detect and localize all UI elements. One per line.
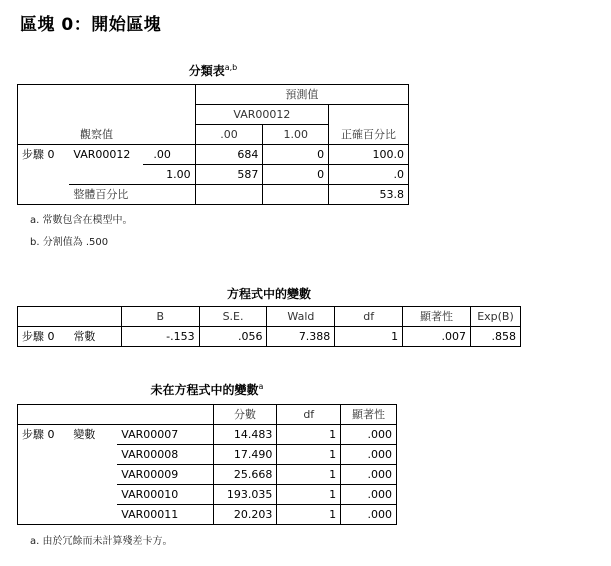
in-eq-value-se: .056 bbox=[199, 327, 267, 347]
row1-pct: 100.0 bbox=[329, 145, 409, 165]
not-in-eq-row-df: 1 bbox=[277, 445, 341, 465]
not-in-equation-table bbox=[17, 404, 397, 525]
empty-cell bbox=[69, 485, 117, 505]
not-in-eq-row-score: 193.035 bbox=[213, 485, 277, 505]
in-eq-header-sig: 顯著性 bbox=[403, 307, 471, 327]
in-eq-value-b: -.153 bbox=[121, 327, 199, 347]
classification-table-title bbox=[17, 62, 409, 79]
row-var-name: VAR00012 bbox=[73, 148, 131, 162]
not-in-eq-row-name: VAR00011 bbox=[117, 505, 213, 525]
empty-cell bbox=[69, 505, 117, 525]
in-eq-header-df: df bbox=[335, 307, 403, 327]
empty-cell bbox=[263, 185, 329, 205]
row2-category: 1.00 bbox=[143, 165, 195, 185]
not-in-eq-row-df: 1 bbox=[277, 505, 341, 525]
not-in-eq-row-sig: .000 bbox=[341, 425, 397, 445]
in-equation-table-title: 方程式中的變數 bbox=[226, 287, 311, 301]
not-in-equation-table-title bbox=[17, 381, 397, 398]
empty-cell bbox=[69, 445, 117, 465]
not-in-eq-row-score: 17.490 bbox=[213, 445, 277, 465]
classification-footnote-a: a. 常數包含在模型中。 bbox=[30, 215, 133, 226]
not-in-eq-row-sig: .000 bbox=[341, 445, 397, 465]
not-in-equation-footnote-a: a. 由於冗餘而未計算殘差卡方。 bbox=[30, 536, 173, 547]
not-in-eq-row-score: 25.668 bbox=[213, 465, 277, 485]
in-eq-value-expb: .858 bbox=[491, 330, 516, 343]
pct-header: 正確百分比 bbox=[341, 128, 397, 141]
in-eq-value-sig: .007 bbox=[403, 327, 471, 347]
col-header-100: 1.00 bbox=[263, 125, 329, 145]
step-label: 步驟 0 bbox=[22, 148, 55, 162]
not-in-eq-row-name: VAR00009 bbox=[117, 465, 213, 485]
classification-title-text: 分類表 bbox=[188, 64, 225, 78]
block-title: 區塊 0：開始區塊 bbox=[20, 15, 162, 35]
not-in-eq-row-name: VAR00007 bbox=[117, 425, 213, 445]
empty-cell bbox=[18, 505, 70, 525]
not-in-eq-step-label: 步驟 0 bbox=[22, 428, 55, 442]
classification-footnote-b: b. 分割值為 .500 bbox=[30, 237, 109, 248]
not-in-eq-header-sig: 顯著性 bbox=[352, 408, 386, 421]
empty-cell bbox=[18, 485, 70, 505]
in-eq-header-b: B bbox=[121, 307, 199, 327]
not-in-eq-row-score: 20.203 bbox=[213, 505, 277, 525]
row2-value-00: 587 bbox=[195, 165, 263, 185]
not-in-eq-title-sup: a bbox=[258, 382, 264, 391]
in-eq-header-expb: Exp(B) bbox=[477, 310, 514, 323]
in-eq-header-se: S.E. bbox=[199, 307, 267, 327]
empty-cell bbox=[69, 465, 117, 485]
not-in-eq-row-df: 1 bbox=[277, 485, 341, 505]
empty-cell bbox=[195, 185, 263, 205]
row1-category: .00 bbox=[143, 145, 195, 165]
in-eq-header-wald: Wald bbox=[267, 307, 335, 327]
row2-pct: .0 bbox=[329, 165, 409, 185]
not-in-eq-row-sig: .000 bbox=[367, 508, 392, 521]
overall-pct: 53.8 bbox=[379, 188, 404, 201]
empty-cell bbox=[18, 445, 70, 465]
not-in-eq-title-text: 未在方程式中的變數 bbox=[150, 383, 259, 397]
in-eq-step-label: 步驟 0 bbox=[22, 330, 55, 343]
empty-cell bbox=[18, 185, 70, 205]
in-eq-corner bbox=[18, 307, 122, 327]
in-eq-row-label: 常數 bbox=[69, 327, 121, 347]
not-in-eq-row-df: 1 bbox=[277, 425, 341, 445]
observed-label: 觀察值 bbox=[80, 128, 113, 141]
classification-table bbox=[17, 84, 409, 205]
predicted-header: 預測值 bbox=[195, 85, 408, 105]
in-equation-table bbox=[17, 306, 521, 347]
not-in-eq-row-df: 1 bbox=[277, 465, 341, 485]
col-header-00: .00 bbox=[195, 125, 263, 145]
row1-value-100: 0 bbox=[263, 145, 329, 165]
not-in-eq-group-label: 變數 bbox=[73, 428, 96, 442]
row1-value-00: 684 bbox=[195, 145, 263, 165]
not-in-eq-header-df: df bbox=[277, 405, 341, 425]
not-in-eq-row-sig: .000 bbox=[341, 465, 397, 485]
classification-title-sup: a,b bbox=[224, 63, 238, 72]
not-in-eq-row-score: 14.483 bbox=[213, 425, 277, 445]
empty-cell bbox=[18, 465, 70, 485]
var-header: VAR00012 bbox=[195, 105, 328, 125]
not-in-eq-row-name: VAR00008 bbox=[117, 445, 213, 465]
in-eq-value-df: 1 bbox=[335, 327, 403, 347]
not-in-eq-corner bbox=[18, 405, 214, 425]
empty-cell bbox=[69, 165, 143, 185]
not-in-eq-row-sig: .000 bbox=[341, 485, 397, 505]
row2-value-100: 0 bbox=[263, 165, 329, 185]
empty-cell bbox=[18, 165, 70, 185]
in-eq-value-wald: 7.388 bbox=[267, 327, 335, 347]
overall-label: 整體百分比 bbox=[69, 185, 195, 205]
not-in-eq-header-score: 分數 bbox=[213, 405, 277, 425]
not-in-eq-row-name: VAR00010 bbox=[117, 485, 213, 505]
classification-corner bbox=[18, 85, 196, 145]
